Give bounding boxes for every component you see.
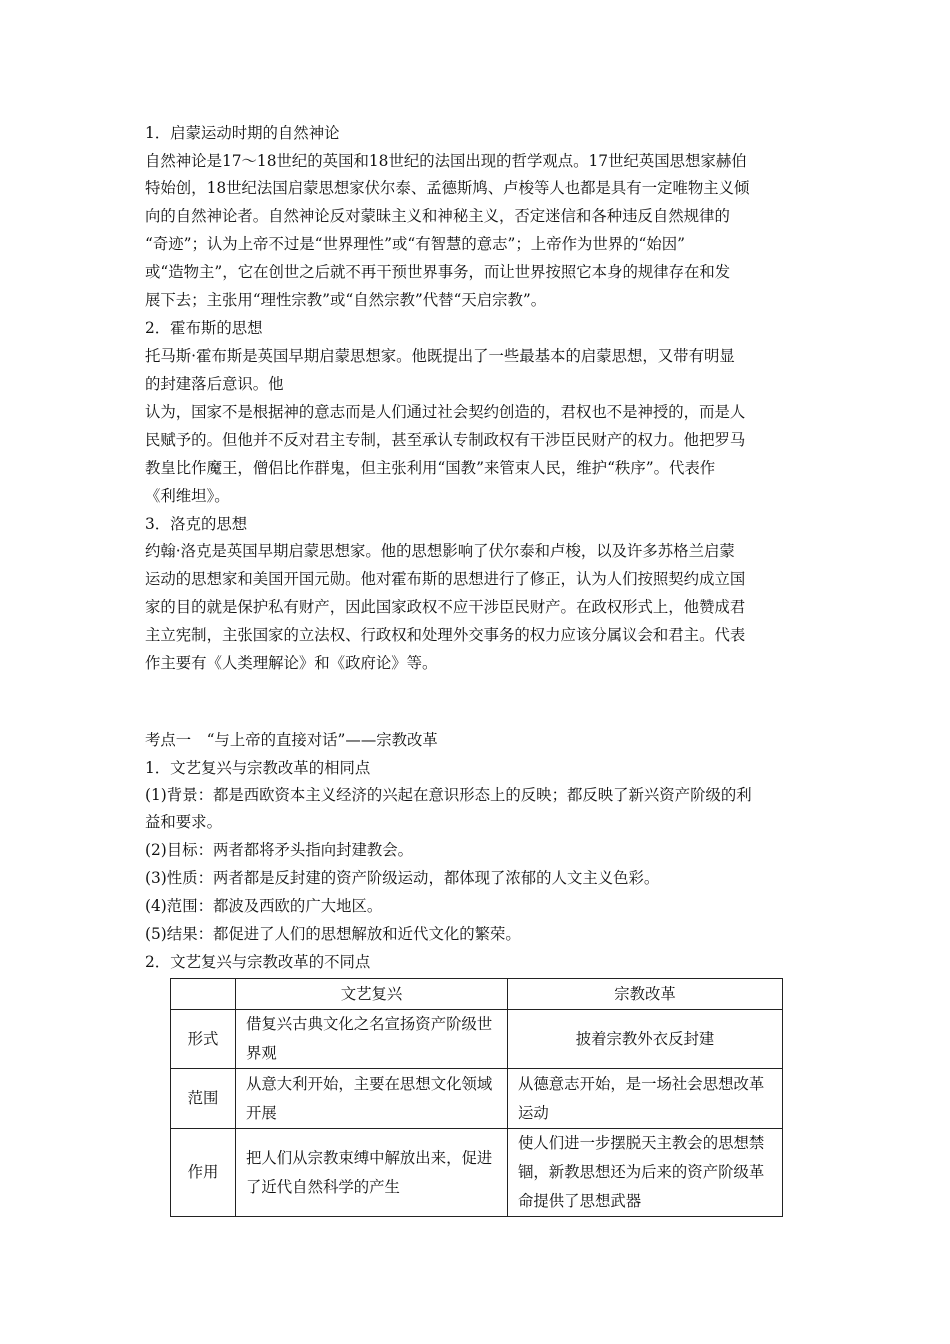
- paragraph-line: “奇迹”；认为上帝不过是“世界理性”或“有智慧的意志”；上帝作为世界的“始因”: [145, 235, 686, 253]
- list-item: 益和要求。: [145, 813, 222, 831]
- table-row: [171, 1129, 783, 1217]
- paragraph-line: 运动的思想家和美国开国元勋。他对霍布斯的思想进行了修正，认为人们按照契约成立国: [145, 570, 746, 588]
- table-cell: 披着宗教外衣反封建: [508, 1010, 783, 1069]
- paragraph-line: 特始创，18世纪法国启蒙思想家伏尔泰、孟德斯鸠、卢梭等人也都是具有一定唯物主义倾: [145, 179, 750, 197]
- table-row: [171, 1069, 783, 1129]
- paragraph-line: 展下去；主张用“理性宗教”或“自然宗教”代替“天启宗教”。: [145, 291, 547, 309]
- paragraph-line: 家的目的就是保护私有财产，因此国家政权不应干涉臣民财产。在政权形式上，他赞成君: [145, 598, 746, 616]
- list-item: (1)背景：都是西欧资本主义经济的兴起在意识形态上的反映；都反映了新兴资产阶级的利: [145, 786, 752, 804]
- paragraph-line: 《利维坦》。: [145, 487, 230, 505]
- table-row: [171, 1010, 783, 1069]
- paragraph-line: 教皇比作魔王，僧侣比作群鬼，但主张利用“国教”来管束人民，维护“秩序”。代表作: [145, 459, 716, 477]
- table-cell: 借复兴古典文化之名宣扬资产阶级世界观: [236, 1010, 508, 1069]
- list-item: (4)范围：都波及西欧的广大地区。: [145, 897, 383, 915]
- row-label: 范围: [171, 1069, 236, 1129]
- paragraph-line: 作主要有《人类理解论》和《政府论》等。: [145, 654, 438, 672]
- kaodian-title: 考点一 “与上帝的直接对话”——宗教改革: [145, 731, 438, 749]
- section-heading-locke: 3．洛克的思想: [145, 515, 248, 533]
- paragraph-line: 民赋予的。但他并不反对君主专制，甚至承认专制政权有干涉臣民财产的权力。他把罗马: [145, 431, 746, 449]
- paragraph-line: 的封建落后意识。他: [145, 375, 284, 393]
- section-heading-hobbes: 2．霍布斯的思想: [145, 319, 263, 337]
- paragraph-line: 托马斯·霍布斯是英国早期启蒙思想家。他既提出了一些最基本的启蒙思想，又带有明显: [145, 347, 735, 365]
- paragraph-line: 或“造物主”，它在创世之后就不再干预世界事务，而让世界按照它本身的规律存在和发: [145, 263, 731, 281]
- paragraph-line: 认为，国家不是根据神的意志而是人们通过社会契约创造的，君权也不是神授的，而是人: [145, 403, 746, 421]
- table-cell: 从意大利开始，主要在思想文化领域开展: [236, 1069, 508, 1129]
- table-cell: 把人们从宗教束缚中解放出来，促进了近代自然科学的产生: [236, 1129, 508, 1217]
- subheading-differences: 2．文艺复兴与宗教改革的不同点: [145, 953, 371, 971]
- subheading-similarities: 1．文艺复兴与宗教改革的相同点: [145, 759, 371, 777]
- table-cell: 使人们进一步摆脱天主教会的思想禁锢，新教思想还为后来的资产阶级革命提供了思想武器: [508, 1129, 783, 1217]
- table-cell: 从德意志开始，是一场社会思想改革运动: [508, 1069, 783, 1129]
- paragraph-line: 自然神论是17～18世纪的英国和18世纪的法国出现的哲学观点。17世纪英国思想家赫伯: [145, 152, 747, 170]
- row-label: 作用: [171, 1129, 236, 1217]
- comparison-table: [170, 978, 783, 1217]
- table-header-cell: 宗教改革: [508, 979, 783, 1010]
- list-item: (2)目标：两者都将矛头指向封建教会。: [145, 841, 414, 859]
- paragraph-line: 约翰·洛克是英国早期启蒙思想家。他的思想影响了伏尔泰和卢梭，以及许多苏格兰启蒙: [145, 542, 735, 560]
- row-label: 形式: [171, 1010, 236, 1069]
- table-header-row: [171, 979, 783, 1010]
- list-item: (3)性质：两者都是反封建的资产阶级运动，都体现了浓郁的人文主义色彩。: [145, 869, 660, 887]
- paragraph-line: 向的自然神论者。自然神论反对蒙昧主义和神秘主义，否定迷信和各种违反自然规律的: [145, 207, 730, 225]
- table-header-cell: [171, 979, 236, 1010]
- list-item: (5)结果：都促进了人们的思想解放和近代文化的繁荣。: [145, 925, 521, 943]
- table-header-cell: 文艺复兴: [236, 979, 508, 1010]
- section-heading-deism: 1．启蒙运动时期的自然神论: [145, 124, 340, 142]
- paragraph-line: 主立宪制，主张国家的立法权、行政权和处理外交事务的权力应该分属议会和君主。代表: [145, 626, 746, 644]
